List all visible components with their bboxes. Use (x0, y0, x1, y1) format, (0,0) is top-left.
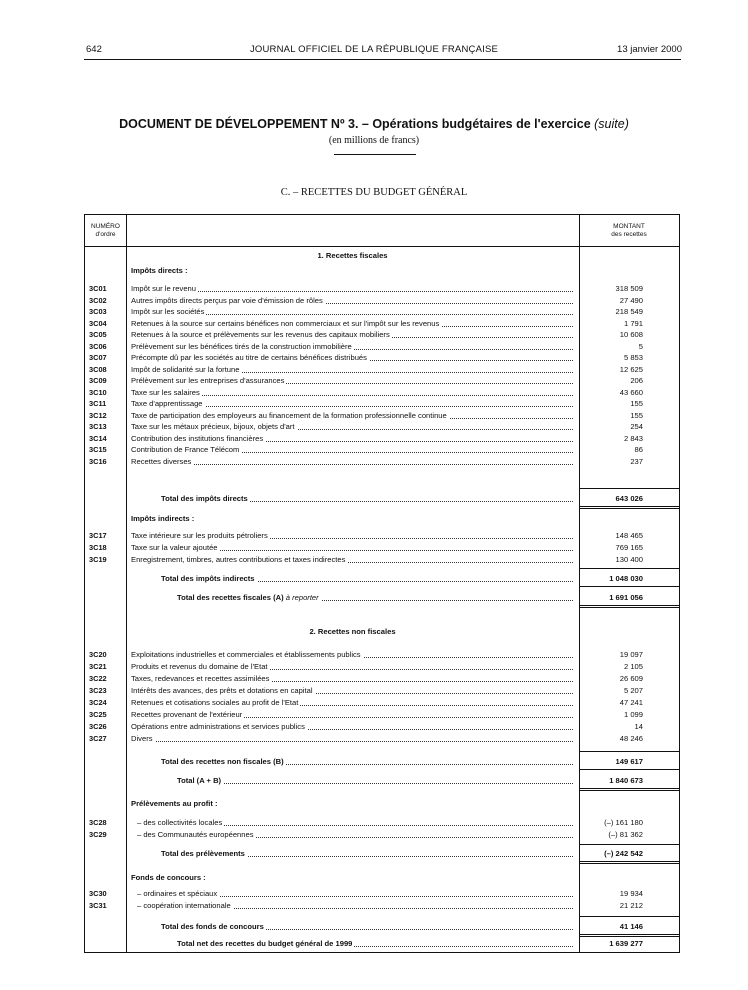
table-row (85, 542, 679, 554)
row-label-text: Contribution des institutions financières (131, 433, 264, 443)
direct-taxes-heading: Impôts directs : (131, 266, 188, 275)
column-header-number (85, 223, 126, 239)
table-row (85, 341, 679, 353)
header-row-rule (85, 246, 679, 247)
row-amount: 130 400 (615, 555, 643, 564)
row-code: 3C29 (89, 830, 107, 839)
table-row (85, 733, 679, 745)
row-code: 3C11 (89, 399, 107, 408)
row-code: 3C21 (89, 662, 107, 671)
amount-rule (579, 586, 679, 587)
row-code: 3C26 (89, 722, 107, 731)
row-amount: 14 (634, 722, 643, 731)
document-title-text: DOCUMENT DE DÉVELOPPEMENT Nº 3. – Opérations budgétaires de l'exercice (119, 117, 591, 131)
row-amount: 318 509 (615, 284, 643, 293)
row-label-text: Taxe d'apprentissage (131, 399, 203, 408)
row-code: 3C13 (89, 422, 107, 431)
table-row (85, 697, 679, 709)
row-label-text: Impôt sur les sociétés (131, 307, 205, 316)
row-label (131, 649, 573, 661)
row-label-text: – des collectivités locales (137, 818, 223, 827)
section-title: C. – RECETTES DU BUDGET GÉNÉRAL (280, 187, 468, 198)
row-label (131, 554, 573, 566)
row-amount: 769 165 (615, 543, 643, 552)
row-amount: 1 048 030 (609, 574, 643, 583)
row-label (161, 756, 573, 768)
row-code: 3C04 (89, 318, 107, 328)
table-row (85, 421, 679, 433)
revenue-table (84, 214, 680, 953)
amount-rule (579, 916, 679, 917)
table-row (85, 456, 679, 468)
amount-rule (579, 605, 679, 608)
column-header-number-line2: d'ordre (95, 231, 116, 238)
row-label-text: Total des fonds de concours (161, 922, 264, 931)
amount-rule (579, 788, 679, 791)
row-label (131, 673, 573, 685)
row-code: 3C22 (89, 674, 107, 683)
row-amount: 10 608 (619, 330, 643, 339)
row-label-text: Taxe sur les métaux précieux, bijoux, objets d'art (131, 422, 295, 431)
column-header-amount-line2: des recettes (611, 231, 647, 238)
table-row (85, 444, 679, 456)
total-row (85, 592, 679, 604)
row-code: 3C20 (89, 650, 107, 659)
row-label (161, 493, 573, 505)
row-code: 3C05 (89, 330, 107, 339)
part-1-heading: 1. Recettes fiscales (317, 251, 388, 260)
table-row (85, 329, 679, 341)
row-amount: 43 660 (619, 387, 643, 397)
total-row (85, 938, 679, 950)
amount-rule (579, 506, 679, 509)
row-label (131, 295, 573, 307)
table-row (85, 817, 679, 829)
row-code: 3C24 (89, 698, 107, 707)
row-label (131, 542, 573, 554)
row-label-text: Impôt de solidarité sur la fortune (131, 364, 240, 374)
row-label (177, 938, 573, 950)
table-row (85, 661, 679, 673)
document-title (0, 117, 748, 131)
row-amount: 26 609 (619, 674, 643, 683)
row-label-text: Total des impôts indirects (161, 574, 255, 583)
amount-rule (579, 769, 679, 770)
row-label-text: Taxe intérieure sur les produits pétroliers (131, 531, 268, 540)
row-amount: 148 465 (615, 531, 643, 540)
row-label (131, 721, 573, 733)
levies-heading: Prélèvements au profit : (131, 799, 218, 808)
row-label (137, 829, 573, 841)
table-row (85, 295, 679, 307)
column-header-amount-line1: MONTANT (613, 223, 645, 230)
amount-rule (579, 568, 679, 569)
row-label (131, 387, 573, 399)
row-label (131, 433, 573, 445)
table-row (85, 398, 679, 410)
row-amount: 1 840 673 (609, 776, 643, 785)
row-code: 3C27 (89, 734, 107, 743)
row-amount: 1 691 056 (609, 593, 643, 602)
total-row (85, 775, 679, 787)
row-label (131, 375, 573, 387)
row-code: 3C03 (89, 307, 107, 316)
table-row (85, 709, 679, 721)
row-amount: 1 791 (623, 318, 643, 328)
table-row (85, 900, 679, 912)
row-amount: 47 241 (619, 698, 643, 707)
row-label-text: Taxe sur les salaires (131, 387, 200, 397)
row-code: 3C14 (89, 433, 107, 443)
row-code: 3C16 (89, 456, 107, 466)
row-code: 3C08 (89, 364, 107, 374)
amount-rule (579, 751, 679, 752)
row-label (131, 318, 573, 330)
row-label (177, 775, 573, 787)
row-label-text: Divers (131, 734, 153, 743)
row-amount: 2 105 (623, 662, 643, 671)
row-label-text: – coopération internationale (137, 901, 231, 910)
row-amount: 254 (630, 422, 643, 431)
row-amount: 5 (638, 341, 643, 351)
row-label-text: Taxe de participation des employeurs au financement de la formation professionnelle continue (131, 410, 447, 420)
total-row (85, 848, 679, 860)
document-subtitle: (en millions de francs) (328, 135, 420, 146)
row-amount: 12 625 (619, 364, 643, 374)
column-header-number-line1: NUMÉRO (91, 223, 120, 230)
row-amount: (–) 161 180 (604, 818, 643, 827)
row-amount: 21 212 (619, 901, 643, 910)
row-code: 3C15 (89, 445, 107, 454)
row-label (161, 921, 573, 933)
row-amount: 19 097 (619, 650, 643, 659)
row-amount: 2 843 (623, 433, 643, 443)
row-label (137, 900, 573, 912)
row-label-text: Total des prélèvements (161, 849, 245, 858)
row-label (161, 573, 573, 585)
document-title-suffix: (suite) (594, 117, 629, 131)
row-amount: 19 934 (619, 889, 643, 898)
row-amount: 27 490 (619, 295, 643, 305)
row-label (131, 444, 573, 456)
table-row (85, 375, 679, 387)
row-amount: 86 (634, 445, 643, 454)
row-label-text: Retenues à la source et prélèvements sur les revenus des capitaux mobiliers (131, 330, 390, 339)
row-amount: 643 026 (615, 494, 643, 503)
row-code: 3C19 (89, 555, 107, 564)
row-label (131, 352, 573, 364)
table-row (85, 673, 679, 685)
row-label-text: Enregistrement, timbres, autres contributions et taxes indirectes (131, 555, 346, 564)
header-rule (84, 59, 681, 60)
row-label (131, 530, 573, 542)
table-row (85, 364, 679, 376)
table-row (85, 888, 679, 900)
row-label (131, 456, 573, 468)
column-header-amount (579, 223, 679, 239)
row-label-text: Total net des recettes du budget général de 1999 (177, 939, 353, 948)
row-label-text: Recettes provenant de l'extérieur (131, 710, 243, 719)
row-amount: 155 (630, 399, 643, 408)
row-label-text: Contribution de France Télécom (131, 445, 240, 454)
funds-heading: Fonds de concours : (131, 873, 206, 882)
row-label (137, 817, 573, 829)
row-label-text: – des Communautés européennes (137, 830, 254, 839)
part-2-heading: 2. Recettes non fiscales (309, 627, 396, 636)
table-row (85, 721, 679, 733)
row-code: 3C07 (89, 353, 107, 362)
row-code: 3C17 (89, 531, 107, 540)
row-code: 3C09 (89, 376, 107, 385)
row-code: 3C28 (89, 818, 107, 827)
table-row (85, 306, 679, 318)
total-row (85, 493, 679, 505)
row-label-text: Impôt sur le revenu (131, 284, 196, 293)
row-label (177, 592, 573, 604)
row-label (131, 306, 573, 318)
row-code: 3C31 (89, 901, 107, 910)
row-label (131, 709, 573, 721)
row-label-text: Taxes, redevances et recettes assimilées (131, 674, 270, 683)
amount-rule (579, 934, 679, 937)
row-code: 3C12 (89, 410, 107, 420)
row-label (131, 341, 573, 353)
row-code: 3C06 (89, 341, 107, 351)
row-label-text: Total des impôts directs (161, 494, 248, 503)
row-label (131, 733, 573, 745)
row-amount: 237 (630, 456, 643, 466)
row-label-text: Retenues à la source sur certains bénéfices non commerciaux et sur l'impôt sur les revenus (131, 318, 440, 328)
row-amount: 5 207 (623, 686, 643, 695)
row-amount: 1 639 277 (609, 939, 643, 948)
row-amount: 149 617 (615, 757, 643, 766)
row-label (131, 685, 573, 697)
row-amount: 218 549 (615, 307, 643, 316)
table-row (85, 649, 679, 661)
journal-title: JOURNAL OFFICIEL DE LA RÉPUBLIQUE FRANÇAISE (249, 44, 499, 55)
row-amount: 48 246 (619, 734, 643, 743)
indirect-taxes-heading: Impôts indirects : (131, 514, 195, 523)
table-row (85, 318, 679, 330)
row-label (131, 661, 573, 673)
row-code: 3C23 (89, 686, 107, 695)
row-label-text: Prélèvement sur les bénéfices tirés de la construction immobilière (131, 341, 352, 351)
table-row (85, 352, 679, 364)
row-code: 3C18 (89, 543, 107, 552)
total-row (85, 756, 679, 768)
title-rule (334, 154, 416, 155)
issue-date: 13 janvier 2000 (617, 44, 682, 55)
row-label-text: Opérations entre administrations et services publics (131, 722, 305, 731)
table-row (85, 554, 679, 566)
row-code: 3C10 (89, 387, 107, 397)
row-label (161, 848, 573, 860)
row-label-text: Produits et revenus du domaine de l'Etat (131, 662, 268, 671)
table-row (85, 410, 679, 422)
row-label-text: Précompte dû par les sociétés au titre de certains bénéfices distribués (131, 353, 367, 362)
table-row (85, 530, 679, 542)
row-label (131, 283, 573, 295)
row-label-text: Total des recettes non fiscales (B) (161, 757, 284, 766)
row-code: 3C25 (89, 710, 107, 719)
table-row (85, 283, 679, 295)
row-code: 3C02 (89, 295, 107, 305)
amount-rule (579, 844, 679, 845)
row-label (131, 398, 573, 410)
row-label-text: Autres impôts directs perçus par voie d'émission de rôles (131, 295, 323, 305)
table-row (85, 433, 679, 445)
row-amount: 5 853 (623, 353, 643, 362)
row-amount: 206 (630, 376, 643, 385)
row-amount: (–) 242 542 (604, 849, 643, 858)
row-label (131, 421, 573, 433)
total-row (85, 921, 679, 933)
row-label (131, 364, 573, 376)
row-label-text: Prélèvement sur les entreprises d'assurances (131, 376, 285, 385)
table-row (85, 829, 679, 841)
row-label (131, 410, 573, 422)
row-code: 3C30 (89, 889, 107, 898)
row-amount: 41 146 (619, 922, 643, 931)
row-amount: 1 099 (623, 710, 643, 719)
amount-rule (579, 861, 679, 864)
table-row (85, 387, 679, 399)
row-label-text: Taxe sur la valeur ajoutée (131, 543, 218, 552)
row-label-text: – ordinaires et spéciaux (137, 889, 218, 898)
page-number: 642 (86, 44, 102, 55)
row-label (137, 888, 573, 900)
row-amount: 155 (630, 410, 643, 420)
total-row (85, 573, 679, 585)
amount-rule (579, 488, 679, 489)
row-label-text: Recettes diverses (131, 456, 192, 466)
row-label-text: Exploitations industrielles et commerciales et établissements publics (131, 650, 361, 659)
row-label-text: Total des recettes fiscales (A) à reporter (177, 593, 319, 602)
fiscal-total-note: à reporter (285, 593, 319, 602)
row-label (131, 697, 573, 709)
table-row (85, 685, 679, 697)
row-amount: (–) 81 362 (608, 830, 643, 839)
row-label-text: Total (A + B) (177, 776, 222, 785)
row-label-text: Retenues et cotisations sociales au profit de l'Etat (131, 698, 299, 707)
row-code: 3C01 (89, 284, 107, 293)
row-label (131, 329, 573, 341)
row-label-text: Intérêts des avances, des prêts et dotations en capital (131, 686, 313, 695)
